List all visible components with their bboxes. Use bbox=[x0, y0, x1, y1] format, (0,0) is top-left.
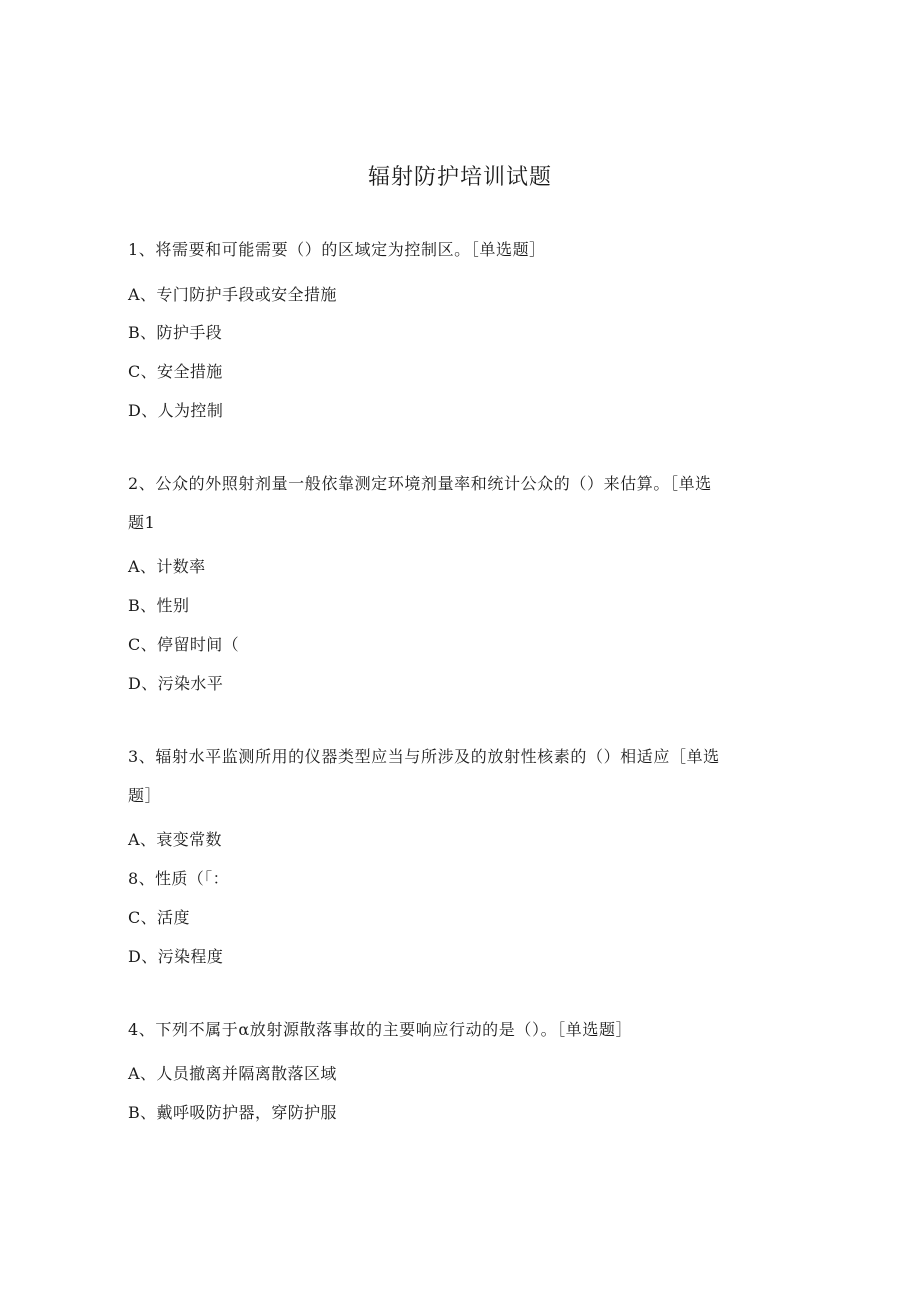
question-1-option-a: A、专门防护手段或安全措施 bbox=[128, 285, 337, 304]
document-title: 辐射防护培训试题 bbox=[367, 165, 552, 190]
question-3-option-b: 8、性质（「： bbox=[128, 869, 229, 888]
question-4-option-a: A、人员撤离并隔离散落区域 bbox=[128, 1064, 337, 1083]
question-4-stem: 4、下列不属于α放射源散落事故的主要响应行动的是（）。［单选题］ bbox=[128, 1020, 633, 1039]
question-2-option-b: B、性别 bbox=[128, 596, 190, 615]
question-1-stem: 1、将需要和可能需要（）的区域定为控制区。［单选题］ bbox=[128, 240, 546, 259]
question-2-option-c: C、停留时间（ bbox=[128, 635, 240, 654]
question-2-stem-line-2: 题1 bbox=[128, 513, 156, 532]
question-2-option-d: D、污染水平 bbox=[128, 674, 224, 693]
question-1-option-b: B、防护手段 bbox=[128, 323, 223, 342]
question-2-option-a: A、计数率 bbox=[128, 557, 206, 576]
question-3-stem-line-2: 题］ bbox=[128, 786, 162, 805]
question-3-option-d: D、污染程度 bbox=[128, 947, 224, 966]
question-4-option-b: B、戴呼吸防护器，穿防护服 bbox=[128, 1103, 337, 1122]
question-1-option-d: D、人为控制 bbox=[128, 401, 224, 420]
question-3-option-a: A、衰变常数 bbox=[128, 830, 222, 849]
question-3-stem-line-1: 3、辐射水平监测所用的仪器类型应当与所涉及的放射性核素的（）相适应［单选 bbox=[128, 747, 720, 766]
question-1-option-c: C、安全措施 bbox=[128, 362, 223, 381]
question-3-option-c: C、活度 bbox=[128, 908, 190, 927]
question-2-stem-line-1: 2、公众的外照射剂量一般依靠测定环境剂量率和统计公众的（）来估算。［单选 bbox=[128, 474, 712, 493]
